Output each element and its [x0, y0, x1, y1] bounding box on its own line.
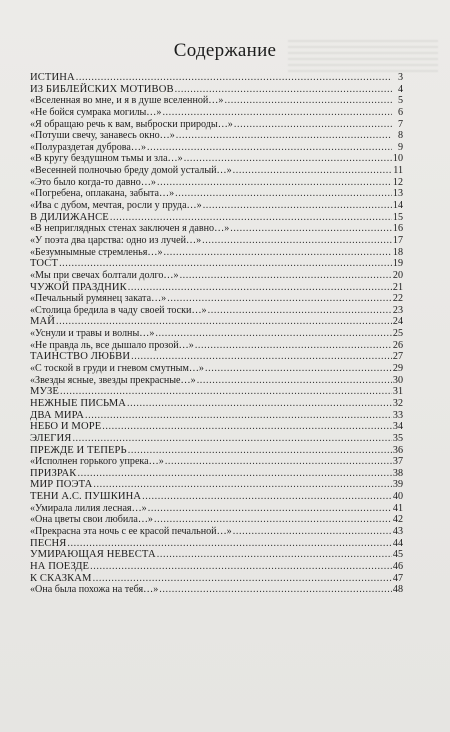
toc-entry-title: «Потуши свечу, занавесь окно…»	[30, 130, 175, 142]
toc-entry-page-number: 40	[392, 491, 403, 503]
dot-leader	[60, 386, 392, 398]
toc-entry-title: ТАИНСТВО ЛЮБВИ	[30, 351, 131, 363]
toc-entry-title: «С тоской в груди и гневом смутным…»	[30, 363, 204, 375]
toc-entry-page-number: 9	[397, 141, 403, 153]
toc-entry-page-number: 29	[392, 363, 403, 375]
toc-entry-page-number: 42	[392, 514, 403, 526]
toc-entry-title: «Исполнен горького упрека…»	[30, 456, 164, 468]
dot-leader	[197, 375, 392, 387]
dot-leader	[157, 549, 392, 561]
toc-entry-title: «Не бойся сумрака могилы…»	[30, 106, 162, 118]
toc-entry	[30, 328, 403, 340]
dot-leader	[184, 153, 392, 165]
toc-entry-title: ПРИЗРАК	[30, 467, 77, 479]
toc-entry-title: «Это было когда-то давно…»	[30, 176, 156, 188]
dot-leader	[67, 538, 392, 550]
dot-leader	[77, 468, 391, 480]
dot-leader	[230, 223, 392, 235]
toc-entry-title: «У поэта два царства: одно из лучей…»	[30, 234, 202, 246]
toc-entry-page-number: 14	[392, 200, 403, 212]
dot-leader	[56, 316, 392, 328]
toc-entry	[30, 410, 403, 422]
toc-entry-title: «Мы при свечах болтали долго…»	[30, 269, 179, 281]
dot-leader	[195, 340, 392, 352]
toc-entry-title: ИСТИНА	[30, 72, 75, 83]
toc-entry	[30, 235, 403, 247]
toc-entry-title: «В неприглядных стенах заключен я давно…»	[30, 223, 230, 235]
toc-entry-page-number: 3	[397, 72, 403, 83]
toc-entry-page-number: 34	[392, 421, 403, 433]
toc-entry-title: «Не правда ль, все дышало прозой…»	[30, 339, 194, 351]
toc-entry-title: ТЕНИ А.С. ПУШКИНА	[30, 491, 142, 503]
dot-leader	[224, 95, 392, 107]
toc-entry	[30, 561, 403, 573]
dot-leader	[208, 305, 392, 317]
toc-entry-page-number: 16	[392, 223, 403, 235]
toc-entry	[30, 526, 403, 538]
toc-entry-page-number: 23	[392, 304, 403, 316]
toc-entry-page-number: 39	[392, 479, 403, 491]
toc-entry	[30, 503, 403, 515]
toc-entry-page-number: 32	[392, 397, 403, 409]
toc-entry-page-number: 17	[392, 234, 403, 246]
dot-leader	[180, 270, 392, 282]
toc-entry	[30, 177, 403, 189]
toc-entry-title: «Столица бредила в чаду своей тоски…»	[30, 304, 207, 316]
dot-leader	[72, 433, 391, 445]
toc-entry-page-number: 4	[397, 83, 403, 95]
toc-entry-page-number: 18	[392, 246, 403, 258]
toc-entry	[30, 433, 403, 445]
toc-entry	[30, 456, 403, 468]
toc-entry-title: «Я обращаю речь к вам, выброски природы…»	[30, 118, 233, 130]
dot-leader	[157, 177, 392, 189]
toc-entry	[30, 84, 403, 96]
dot-leader	[205, 363, 392, 375]
toc-entry	[30, 247, 403, 259]
toc-entry-page-number: 38	[392, 467, 403, 479]
toc-entry-page-number: 30	[392, 374, 403, 386]
toc-entry	[30, 351, 403, 363]
toc-entry-title: НЕЖНЫЕ ПИСЬМА	[30, 397, 127, 409]
toc-entry	[30, 95, 403, 107]
toc-entry-title: «Она цветы свои любила…»	[30, 514, 153, 526]
dot-leader	[176, 130, 392, 142]
table-of-contents	[30, 72, 403, 596]
toc-entry	[30, 153, 403, 165]
toc-entry-title: МУЗЕ	[30, 386, 59, 398]
toc-entry	[30, 398, 403, 410]
dot-leader	[110, 212, 392, 224]
toc-entry-page-number: 10	[392, 153, 403, 165]
toc-entry-page-number: 20	[392, 269, 403, 281]
toc-entry-title: «Печальный румянец заката…»	[30, 293, 167, 305]
toc-entry	[30, 491, 403, 503]
toc-entry-page-number: 6	[397, 106, 403, 118]
toc-entry	[30, 305, 403, 317]
toc-entry-page-number: 25	[392, 328, 403, 340]
toc-entry-title: ДВА МИРА	[30, 409, 84, 421]
toc-entry	[30, 107, 403, 119]
dot-leader	[154, 514, 392, 526]
dot-leader	[128, 445, 392, 457]
toc-entry	[30, 445, 403, 457]
toc-entry-page-number: 19	[392, 258, 403, 270]
toc-entry	[30, 375, 403, 387]
toc-entry-title: «Весенней полночью бреду домой усталый…»	[30, 165, 232, 177]
toc-entry	[30, 421, 403, 433]
dot-leader	[165, 456, 392, 468]
toc-entry	[30, 386, 403, 398]
toc-entry	[30, 584, 403, 596]
toc-entry-page-number: 13	[392, 188, 403, 200]
toc-entry-title: «Умирала лилия лесная…»	[30, 502, 147, 514]
dot-leader	[90, 561, 392, 573]
toc-entry-page-number: 12	[392, 176, 403, 188]
toc-entry-title: «Уснули и травы и волны…»	[30, 328, 155, 340]
dot-leader	[142, 491, 392, 503]
dot-leader	[175, 84, 392, 96]
toc-entry-page-number: 11	[393, 165, 403, 177]
toc-entry-title: ПЕСНЯ	[30, 537, 67, 549]
toc-entry	[30, 514, 403, 526]
dot-leader	[102, 421, 392, 433]
toc-entry	[30, 188, 403, 200]
toc-entry-page-number: 22	[392, 293, 403, 305]
toc-entry	[30, 165, 403, 177]
toc-entry-page-number: 7	[397, 118, 403, 130]
toc-entry-page-number: 26	[392, 339, 403, 351]
dot-leader	[203, 200, 392, 212]
toc-entry-page-number: 33	[392, 409, 403, 421]
toc-entry-title: «Она была похожа на тебя…»	[30, 584, 159, 596]
dot-leader	[147, 142, 392, 154]
dot-leader	[233, 526, 392, 538]
toc-entry	[30, 340, 403, 352]
toc-entry-page-number: 44	[392, 537, 403, 549]
toc-entry-page-number: 24	[392, 316, 403, 328]
toc-entry-title: «Вселенная во мне, и я в душе вселенной…»	[30, 95, 224, 107]
toc-entry	[30, 200, 403, 212]
toc-entry-page-number: 45	[392, 549, 403, 561]
toc-entry	[30, 549, 403, 561]
toc-entry-page-number: 47	[392, 572, 403, 584]
toc-entry-title: ИЗ БИБЛЕЙСКИХ МОТИВОВ	[30, 83, 174, 95]
toc-entry-page-number: 5	[397, 95, 403, 107]
toc-entry-title: «Полураздетая дуброва…»	[30, 141, 146, 153]
toc-entry-title: МИР ПОЭТА	[30, 479, 93, 491]
dot-leader	[234, 119, 392, 131]
toc-entry-title: МАЙ	[30, 316, 56, 328]
toc-entry-title: «Безумнымные стремленья…»	[30, 246, 163, 258]
toc-entry-title: ЭЛЕГИЯ	[30, 432, 72, 444]
toc-entry-title: «Погребена, оплакана, забыта…»	[30, 188, 175, 200]
toc-entry-title: «В кругу бездушном тьмы и зла…»	[30, 153, 183, 165]
dot-leader	[76, 72, 392, 84]
toc-entry-title: В ДИЛИЖАНСЕ	[30, 211, 109, 223]
toc-entry	[30, 258, 403, 270]
dot-leader	[85, 410, 392, 422]
toc-entry-title: НЕБО И МОРЕ	[30, 421, 102, 433]
dot-leader	[167, 293, 392, 305]
toc-entry	[30, 479, 403, 491]
toc-entry-title: ПРЕЖДЕ И ТЕПЕРЬ	[30, 444, 127, 456]
toc-entry	[30, 270, 403, 282]
dot-leader	[164, 247, 392, 259]
toc-entry-title: «Ива с дубом, мечтая, росли у пруда…»	[30, 200, 202, 212]
toc-entry-title: К СКАЗКАМ	[30, 572, 92, 584]
toc-entry-page-number: 31	[392, 386, 403, 398]
dot-leader	[155, 328, 392, 340]
toc-entry	[30, 573, 403, 585]
toc-entry	[30, 130, 403, 142]
dot-leader	[128, 282, 392, 294]
toc-entry-page-number: 48	[392, 584, 403, 596]
toc-entry-title: ТОСТ	[30, 258, 59, 270]
toc-entry	[30, 223, 403, 235]
toc-entry-page-number: 46	[392, 560, 403, 572]
toc-entry	[30, 142, 403, 154]
toc-entry-page-number: 8	[397, 130, 403, 142]
toc-entry-page-number: 27	[392, 351, 403, 363]
toc-entry-page-number: 15	[392, 211, 403, 223]
toc-entry-title: «Прекрасна эта ночь с ее красой печальной…»	[30, 525, 232, 537]
dot-leader	[59, 258, 392, 270]
toc-entry	[30, 119, 403, 131]
dot-leader	[131, 351, 392, 363]
toc-entry	[30, 468, 403, 480]
toc-entry-title: УМИРАЮЩАЯ НЕВЕСТА	[30, 549, 156, 561]
toc-entry-page-number: 43	[392, 525, 403, 537]
dot-leader	[159, 584, 392, 596]
toc-entry-title: НА ПОЕЗДЕ	[30, 560, 90, 572]
toc-entry-page-number: 36	[392, 444, 403, 456]
toc-entry-page-number: 37	[392, 456, 403, 468]
page-title: Содержание	[173, 40, 277, 61]
toc-entry	[30, 538, 403, 550]
dot-leader	[162, 107, 392, 119]
dot-leader	[175, 188, 392, 200]
toc-entry	[30, 282, 403, 294]
dot-leader	[202, 235, 392, 247]
dot-leader	[233, 165, 392, 177]
toc-entry	[30, 212, 403, 224]
toc-entry-title: ЧУЖОЙ ПРАЗДНИК	[30, 281, 127, 293]
toc-entry-page-number: 21	[392, 281, 403, 293]
toc-entry	[30, 316, 403, 328]
toc-entry-page-number: 35	[392, 432, 403, 444]
toc-entry	[30, 363, 403, 375]
toc-entry	[30, 72, 403, 84]
dot-leader	[148, 503, 392, 515]
dot-leader	[127, 398, 392, 410]
dot-leader	[93, 479, 392, 491]
toc-entry-title: «Звезды ясные, звезды прекрасные…»	[30, 374, 196, 386]
dot-leader	[93, 573, 392, 585]
toc-entry	[30, 293, 403, 305]
toc-entry-page-number: 41	[392, 502, 403, 514]
